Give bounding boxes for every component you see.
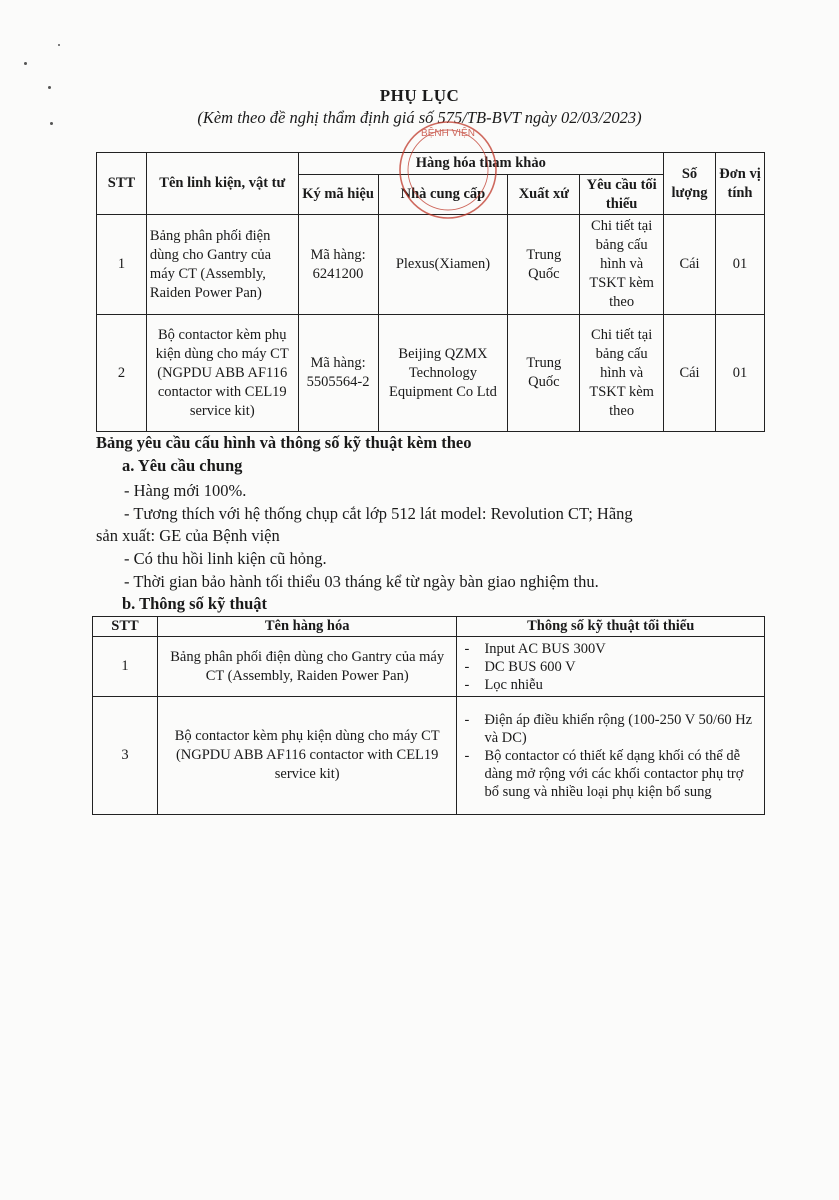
table-row: [93, 697, 765, 815]
cell-name: Bảng phân phối điện dùng cho Gantry của máy CT (Assembly, Raiden Power Pan): [146, 215, 298, 315]
page-title: PHỤ LỤC: [379, 86, 460, 105]
col-stt: STT: [97, 153, 147, 215]
col-qty: Số lượng: [664, 153, 716, 215]
cell-supplier: Plexus(Xiamen): [378, 215, 508, 315]
cell-qty: Cái: [664, 315, 716, 432]
spec-item: - DC BUS 600 V: [460, 658, 761, 676]
cell-name: Bảng phân phối điện dùng cho Gantry của máy CT (Assembly, Raiden Power Pan): [157, 637, 457, 697]
cell-requirement: Chi tiết tại bảng cấu hình và TSKT kèm theo: [580, 315, 664, 432]
page-subtitle: (Kèm theo đề nghị thẩm định giá số 575/TB-BVT ngày 02/03/2023): [197, 108, 642, 127]
spec-list: [460, 711, 761, 801]
general-item: sản xuất: GE của Bệnh viện: [96, 526, 280, 545]
section-title: Bảng yêu cầu cấu hình và thông số kỹ thuật kèm theo: [96, 433, 472, 452]
col-name: Tên linh kiện, vật tư: [146, 153, 298, 215]
svg-text:BỆNH VIỆN: BỆNH VIỆN: [421, 128, 475, 139]
reference-goods-table: [96, 152, 765, 432]
cell-code: Mã hàng: 5505564-2: [298, 315, 378, 432]
cell-stt: 3: [93, 697, 158, 815]
general-item: - Hàng mới 100%.: [124, 481, 247, 500]
col-spec: Thông số kỹ thuật tối thiểu: [457, 617, 765, 637]
table-row: [97, 215, 765, 315]
col-group-reference: Hàng hóa tham khảo: [298, 153, 663, 175]
general-item: - Có thu hồi linh kiện cũ hỏng.: [124, 549, 327, 568]
col-stt: STT: [93, 617, 158, 637]
cell-origin: Trung Quốc: [508, 315, 580, 432]
cell-name: Bộ contactor kèm phụ kiện dùng cho máy CT (NGPDU ABB AF116 contactor with CEL19 service kit): [157, 697, 457, 815]
cell-unit: 01: [716, 315, 765, 432]
spec-item: - Bộ contactor có thiết kế dạng khối có thể dễ dàng mở rộng với các khối contactor phụ trợ bổ sung và nhiều loại phụ kiện bổ sung: [460, 747, 761, 801]
cell-qty: Cái: [664, 215, 716, 315]
spec-item: - Input AC BUS 300V: [460, 640, 761, 658]
cell-code: Mã hàng: 6241200: [298, 215, 378, 315]
col-unit: Đơn vị tính: [716, 153, 765, 215]
cell-stt: 2: [97, 315, 147, 432]
cell-requirement: Chi tiết tại bảng cấu hình và TSKT kèm theo: [580, 215, 664, 315]
cell-unit: 01: [716, 215, 765, 315]
general-item: - Thời gian bảo hành tối thiểu 03 tháng kể từ ngày bàn giao nghiệm thu.: [124, 572, 599, 591]
cell-name: Bộ contactor kèm phụ kiện dùng cho máy CT (NGPDU ABB AF116 contactor with CEL19 service kit): [146, 315, 298, 432]
col-supplier: Nhà cung cấp: [378, 175, 508, 215]
general-heading: a. Yêu cầu chung: [122, 456, 243, 475]
col-origin: Xuất xứ: [508, 175, 580, 215]
col-requirement: Yêu cầu tối thiểu: [580, 175, 664, 215]
spec-item: - Điện áp điều khiển rộng (100-250 V 50/60 Hz và DC): [460, 711, 761, 747]
technical-specs-table: [92, 616, 765, 815]
col-name: Tên hàng hóa: [157, 617, 457, 637]
spec-list: [460, 640, 761, 694]
table-row: [93, 637, 765, 697]
cell-supplier: Beijing QZMX Technology Equipment Co Ltd: [378, 315, 508, 432]
cell-stt: 1: [93, 637, 158, 697]
table-row: [97, 315, 765, 432]
specs-heading: b. Thông số kỹ thuật: [122, 594, 268, 613]
spec-item: - Lọc nhiễu: [460, 676, 761, 694]
col-code: Ký mã hiệu: [298, 175, 378, 215]
cell-stt: 1: [97, 215, 147, 315]
cell-origin: Trung Quốc: [508, 215, 580, 315]
general-item: - Tương thích với hệ thống chụp cắt lớp 512 lát model: Revolution CT; Hãng: [124, 504, 633, 523]
